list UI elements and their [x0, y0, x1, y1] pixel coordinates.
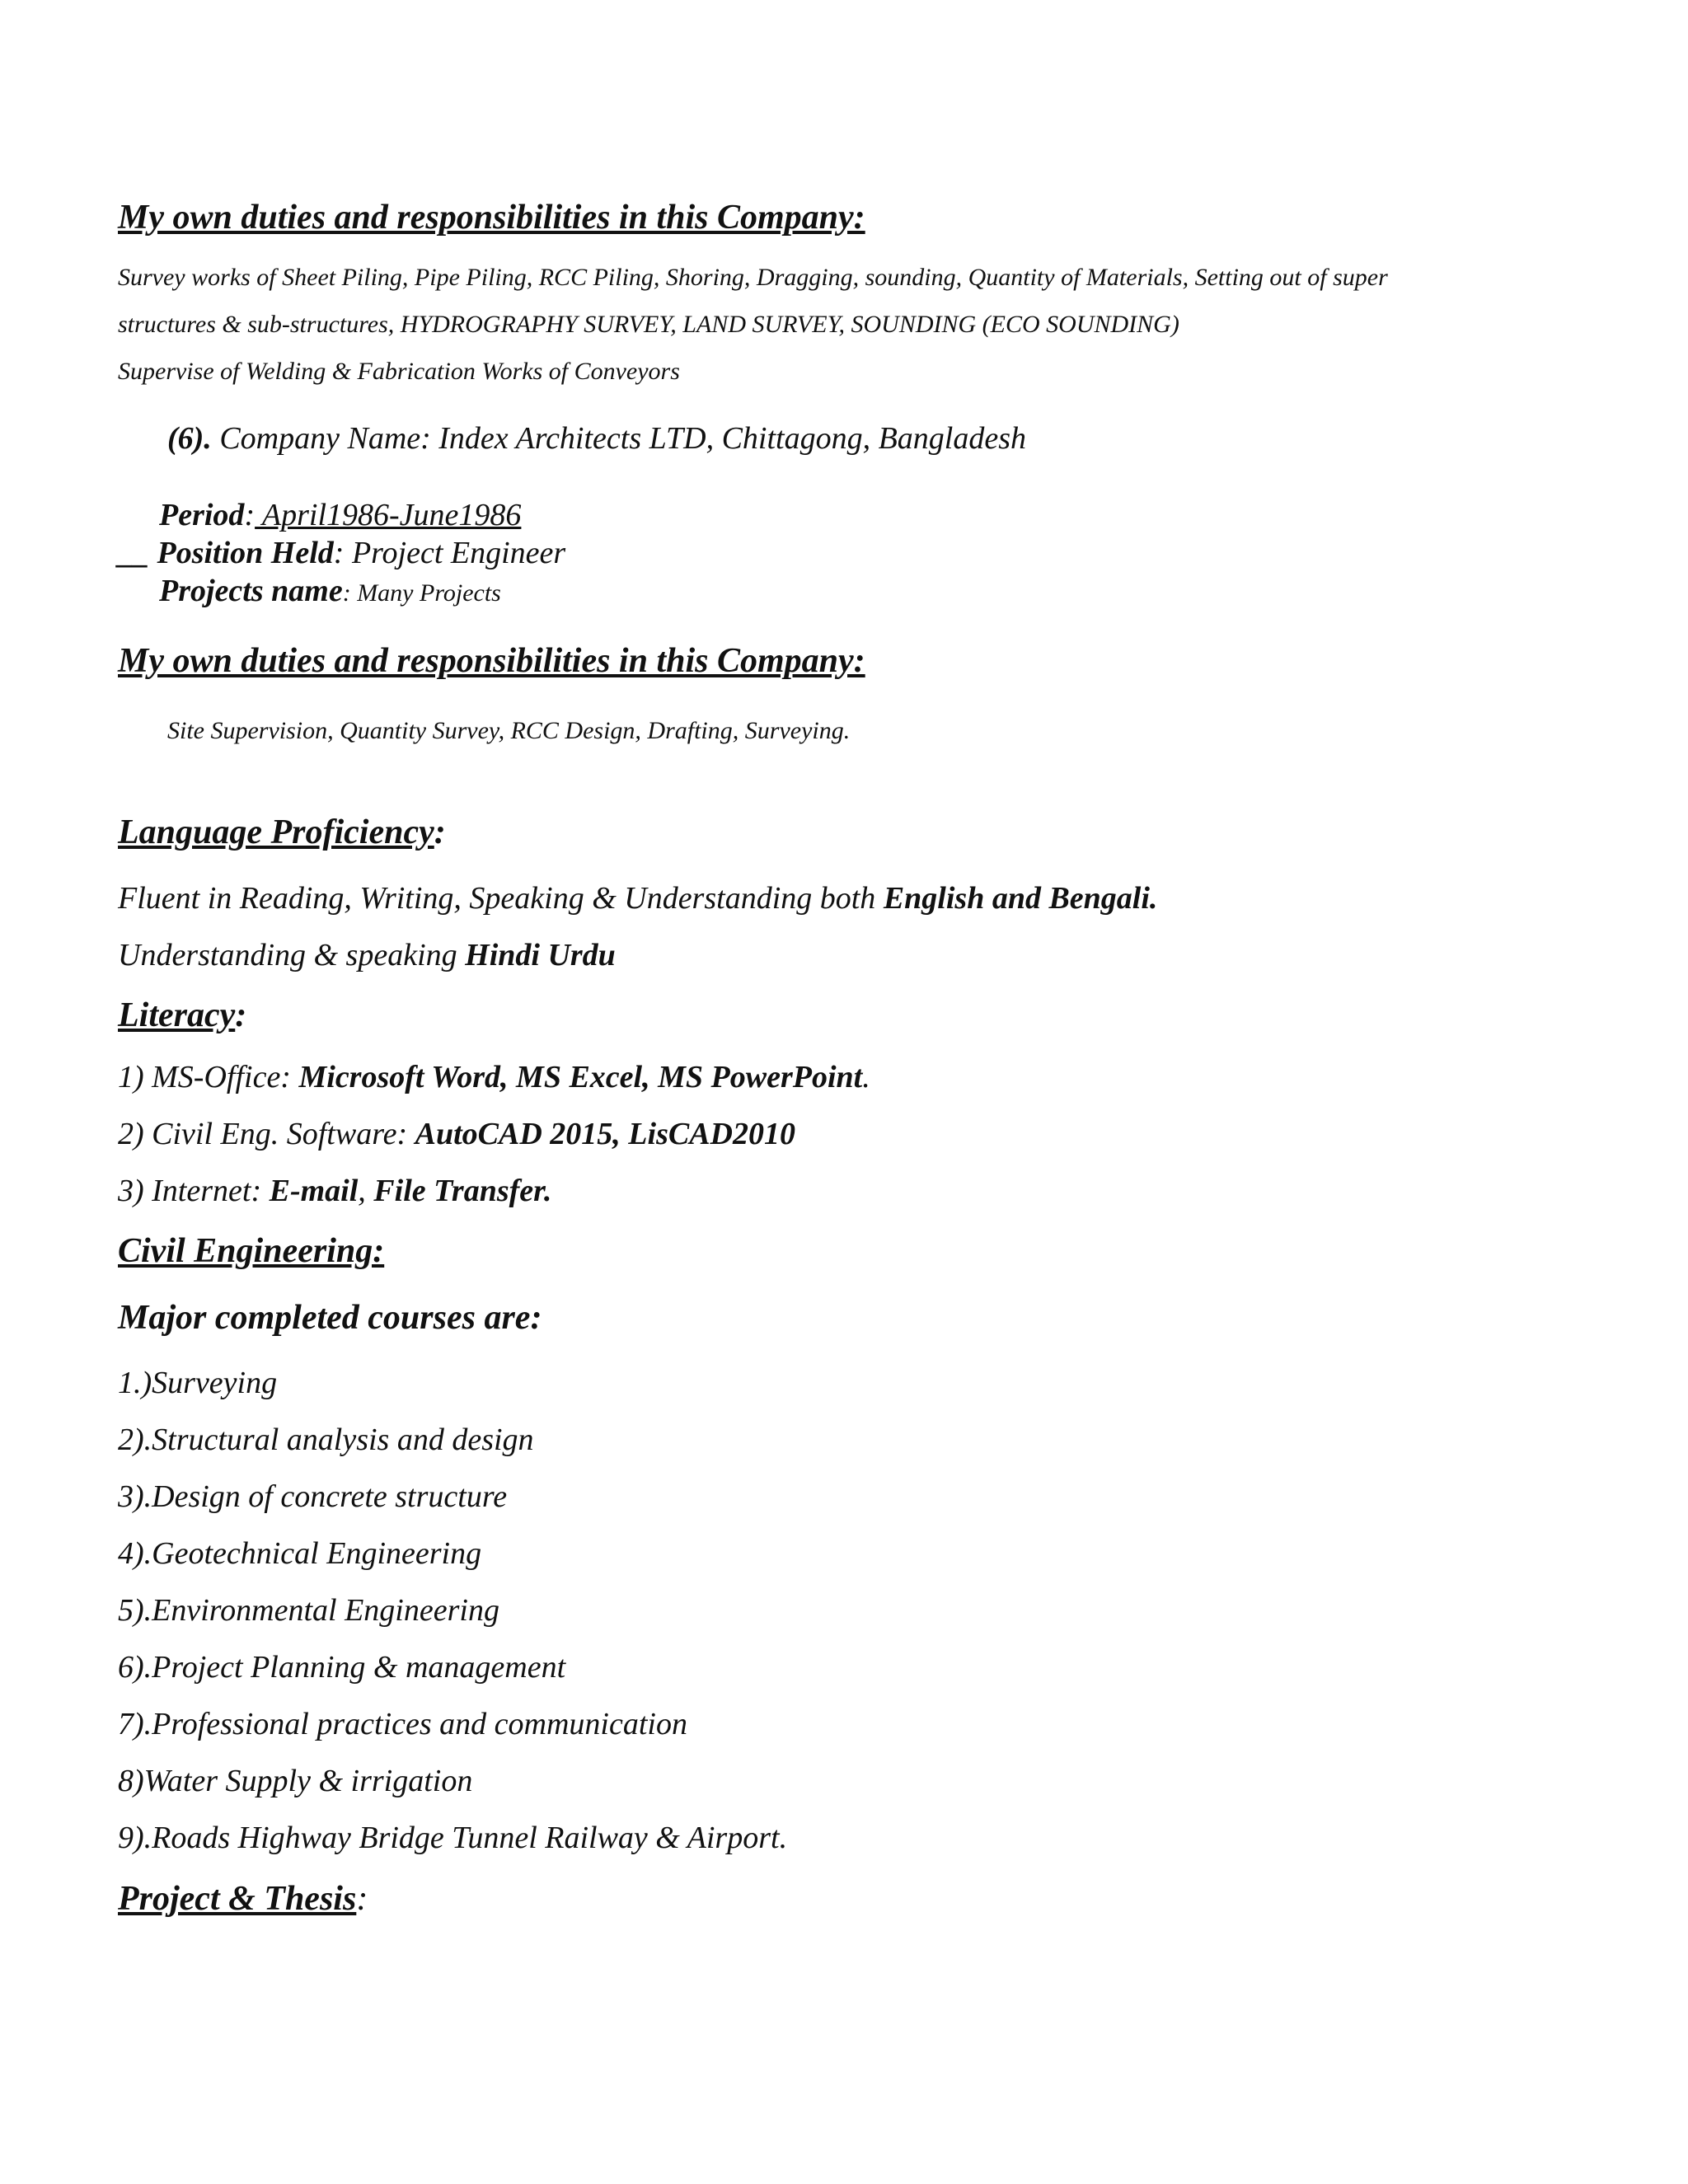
language-line-2 — [118, 937, 616, 973]
course-item: 6).Project Planning & management — [118, 1650, 566, 1685]
period-label: Period — [159, 498, 245, 532]
course-item: 9).Roads Highway Bridge Tunnel Railway & Airport. — [118, 1821, 788, 1855]
literacy-item-2 — [118, 1116, 795, 1152]
language-line-2-bold: Hindi Urdu — [465, 938, 616, 972]
literacy-item-2-text: 2) Civil Eng. Software: — [118, 1117, 415, 1151]
language-line-1-bold: English and Bengali. — [883, 881, 1158, 916]
course-item: 7).Professional practices and communication — [118, 1707, 687, 1741]
duties-line-2: structures & sub-structures, HYDROGRAPHY SURVEY, LAND SURVEY, SOUNDING (ECO SOUNDING) — [118, 311, 1179, 338]
literacy-item-1-text: 1) MS-Office: — [118, 1060, 299, 1094]
company-number: (6). — [167, 421, 212, 456]
position-value: : Project Engineer — [333, 536, 566, 570]
position-label: Position Held — [157, 536, 334, 570]
literacy-item-3-bold-2: File Transfer. — [373, 1174, 552, 1208]
duties-line-3: Supervise of Welding & Fabrication Works of Conveyors — [118, 358, 680, 385]
period-colon: : — [244, 498, 256, 532]
project-heading-text: Project & Thesis — [118, 1880, 357, 1918]
courses-subheading: Major completed courses are: — [118, 1299, 542, 1337]
duties-heading-2: My own duties and responsibilities in this Company: — [118, 642, 865, 680]
literacy-item-1-bold: Microsoft Word, MS Excel, MS PowerPoint — [298, 1060, 863, 1094]
company-name-line — [167, 420, 1026, 457]
literacy-item-3-bold-1: E-mail — [269, 1174, 359, 1208]
language-line-2-text: Understanding & speaking — [118, 938, 466, 972]
literacy-heading — [118, 996, 246, 1035]
civil-heading: Civil Engineering: — [118, 1232, 385, 1270]
company-name: Company Name: Index Architects LTD, Chittagong, Bangladesh — [211, 421, 1027, 456]
projects-line — [159, 573, 501, 609]
course-item: 5).Environmental Engineering — [118, 1593, 499, 1628]
course-item: 1.)Surveying — [118, 1366, 278, 1400]
position-line — [118, 535, 565, 571]
position-prefix: __ — [118, 536, 157, 570]
course-item: 8)Water Supply & irrigation — [118, 1764, 473, 1798]
language-heading-text: Language Proficiency — [118, 813, 434, 851]
language-heading-colon: : — [434, 813, 446, 851]
literacy-item-1-end: . — [862, 1060, 870, 1094]
course-item: 3).Design of concrete structure — [118, 1479, 508, 1514]
literacy-item-1 — [118, 1059, 870, 1095]
course-item: 2).Structural analysis and design — [118, 1422, 534, 1457]
projects-value: : Many Projects — [342, 579, 501, 607]
duties-line-1: Survey works of Sheet Piling, Pipe Piling, RCC Piling, Shoring, Dragging, sounding, Quantity of Materials, Setting out of super — [118, 264, 1388, 291]
project-heading — [118, 1879, 368, 1919]
duties2-line-1: Site Supervision, Quantity Survey, RCC Design, Drafting, Surveying. — [167, 717, 851, 744]
literacy-item-3-text: 3) Internet: — [118, 1174, 270, 1208]
period-line — [159, 497, 521, 533]
literacy-item-3 — [118, 1173, 551, 1209]
duties-heading-1: My own duties and responsibilities in this Company: — [118, 199, 865, 237]
literacy-heading-text: Literacy — [118, 996, 236, 1034]
course-item: 4).Geotechnical Engineering — [118, 1536, 482, 1571]
language-line-1 — [118, 880, 1157, 916]
period-value: April1986-June1986 — [255, 498, 522, 532]
language-heading — [118, 813, 446, 852]
language-line-1-text: Fluent in Reading, Writing, Speaking & Understanding both — [118, 881, 884, 916]
project-heading-colon: : — [356, 1880, 368, 1918]
literacy-item-3-sep: , — [358, 1174, 374, 1208]
literacy-heading-colon: : — [235, 996, 247, 1034]
projects-label: Projects name — [159, 574, 343, 608]
literacy-item-2-bold: AutoCAD 2015, LisCAD2010 — [415, 1117, 795, 1151]
